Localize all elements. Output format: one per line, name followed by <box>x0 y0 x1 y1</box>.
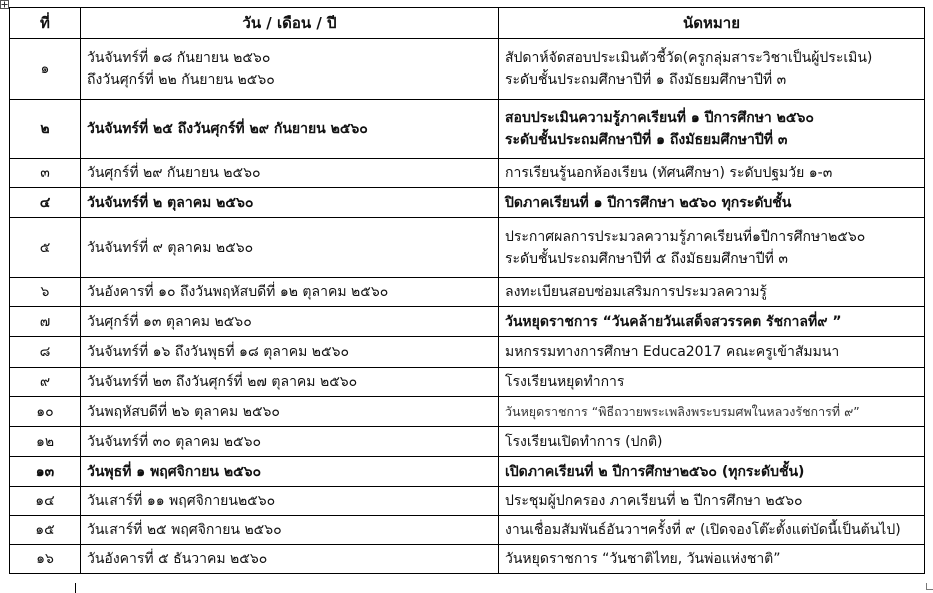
date-line: วันศุกร์ที่ ๑๓ ตุลาคม ๒๕๖๐ <box>87 313 252 330</box>
table-row <box>10 487 925 516</box>
row-date <box>81 457 499 487</box>
row-number: ๖ <box>10 278 81 307</box>
date-line: วันจันทร์ที่ ๓๐ ตุลาคม ๒๕๖๐ <box>87 433 262 450</box>
table-row <box>10 159 925 188</box>
row-note <box>499 545 925 574</box>
row-date <box>81 159 499 188</box>
note-line: เปิดภาคเรียนที่ ๒ ปีการศึกษา๒๕๖๐ (ทุกระดับชั้น) <box>505 463 805 480</box>
date-line: วันจันทร์ที่ ๑๖ ถึงวันพุธที่ ๑๘ ตุลาคม ๒๕๖๐ <box>87 344 350 360</box>
note-line: วันหยุดราชการ “วันชาติไทย, วันพ่อแห่งชาติ” <box>505 551 781 567</box>
row-note <box>499 278 925 307</box>
row-number: ๑๐ <box>10 397 81 427</box>
table-header-row <box>10 8 925 39</box>
row-number: ๓ <box>10 159 81 188</box>
row-date <box>81 487 499 516</box>
table-row <box>10 188 925 218</box>
row-note <box>499 337 925 368</box>
row-note <box>499 427 925 457</box>
row-date <box>81 337 499 368</box>
date-line: วันพฤหัสบดีที่ ๒๖ ตุลาคม ๒๕๖๐ <box>87 403 280 420</box>
row-date <box>81 397 499 427</box>
row-number: ๔ <box>10 188 81 218</box>
date-line: วันจันทร์ที่ ๒ ตุลาคม ๒๕๖๐ <box>87 194 254 211</box>
table-row <box>10 545 925 574</box>
date-line: วันเสาร์ที่ ๒๕ พฤศจิกายน ๒๕๖๐ <box>87 522 282 538</box>
table-row <box>10 100 925 159</box>
date-line: วันศุกร์ที่ ๒๙ กันยายน ๒๕๖๐ <box>87 165 261 181</box>
row-date <box>81 307 499 337</box>
note-line: งานเชื่อมสัมพันธ์อันวาฯครั้งที่ ๙ (เปิดจองโต๊ะตั้งแต่บัดนี้เป็นต้นไป) <box>505 522 901 538</box>
date-line: วันพุธที่ ๑ พฤศจิกายน ๒๕๖๐ <box>87 463 262 480</box>
table-row <box>10 397 925 427</box>
header-date: วัน / เดือน / ปี <box>81 8 499 39</box>
row-note <box>499 218 925 278</box>
note-line: ประชุมผู้ปกครอง ภาคเรียนที่ ๒ ปีการศึกษา ๒๕๖๐ <box>505 493 803 509</box>
note-line: วันหยุดราชการ “พิธีถวายพระเพลิงพระบรมศพในหลวงรัชการที่ ๙” <box>505 403 860 419</box>
page-corner-mark <box>926 583 933 590</box>
note-line: ปิดภาคเรียนที่ ๑ ปีการศึกษา ๒๕๖๐ ทุกระดับชั้น <box>505 194 792 211</box>
row-number: ๑๕ <box>10 516 81 545</box>
row-number: ๑๔ <box>10 487 81 516</box>
table-row <box>10 457 925 487</box>
note-line: การเรียนรู้นอกห้องเรียน (ทัศนศึกษา) ระดับปฐมวัย ๑-๓ <box>505 165 833 181</box>
date-line: วันอังคารที่ ๕ ธันวาคม ๒๕๖๐ <box>87 551 268 567</box>
table-row <box>10 516 925 545</box>
text-cursor <box>75 583 76 593</box>
note-line: สัปดาห์จัดสอบประเมินตัวชี้วัด(ครูกลุ่มสาระวิชาเป็นผู้ประเมิน) <box>505 50 873 66</box>
row-note <box>499 368 925 397</box>
table-move-handle-icon[interactable] <box>0 0 9 9</box>
row-number: ๑๖ <box>10 545 81 574</box>
row-date <box>81 218 499 278</box>
table-row <box>10 39 925 100</box>
note-line: โรงเรียนเปิดทำการ (ปกติ) <box>505 433 663 450</box>
row-date <box>81 100 499 159</box>
row-date <box>81 516 499 545</box>
row-note <box>499 159 925 188</box>
note-line: สอบประเมินความรู้ภาคเรียนที่ ๑ ปีการศึกษา ๒๕๖๐ <box>505 110 814 126</box>
note-line: ประกาศผลการประมวลความรู้ภาคเรียนที่๑ปีการศึกษา๒๕๖๐ <box>505 228 866 245</box>
row-number: ๑๒ <box>10 427 81 457</box>
row-note <box>499 39 925 100</box>
row-date <box>81 368 499 397</box>
row-date <box>81 39 499 100</box>
row-number: ๑ <box>10 39 81 100</box>
date-line: ถึงวันศุกร์ที่ ๒๒ กันยายน ๒๕๖๐ <box>87 72 275 88</box>
row-note <box>499 188 925 218</box>
table-row <box>10 337 925 368</box>
note-line: ระดับชั้นประถมศึกษาปีที่ ๑ ถึงมัธยมศึกษาปีที่ ๓ <box>505 72 787 88</box>
note-line: มหกรรมทางการศึกษา Educa2017 คณะครูเข้าสัมมนา <box>505 344 840 360</box>
row-note <box>499 100 925 159</box>
row-note <box>499 487 925 516</box>
date-line: วันจันทร์ที่ ๒๓ ถึงวันศุกร์ที่ ๒๗ ตุลาคม ๒๕๖๐ <box>87 374 358 390</box>
note-line: ลงทะเบียนสอบซ่อมเสริมการประมวลความรู้ <box>505 284 767 300</box>
table-row <box>10 278 925 307</box>
row-date <box>81 188 499 218</box>
schedule-table <box>9 7 925 574</box>
row-number: ๗ <box>10 307 81 337</box>
header-note: นัดหมาย <box>499 8 925 39</box>
row-note <box>499 397 925 427</box>
row-date <box>81 278 499 307</box>
row-note <box>499 307 925 337</box>
row-number: ๘ <box>10 337 81 368</box>
row-number: ๒ <box>10 100 81 159</box>
row-number: ๙ <box>10 368 81 397</box>
table-row <box>10 427 925 457</box>
table-row <box>10 218 925 278</box>
row-number: ๑๓ <box>10 457 81 487</box>
date-line: วันเสาร์ที่ ๑๑ พฤศจิกายน๒๕๖๐ <box>87 493 276 509</box>
header-num: ที่ <box>10 8 81 39</box>
table-row <box>10 307 925 337</box>
row-number: ๕ <box>10 218 81 278</box>
note-line: โรงเรียนหยุดทำการ <box>505 374 625 390</box>
date-line: วันอังคารที่ ๑๐ ถึงวันพฤหัสบดีที่ ๑๒ ตุลาคม ๒๕๖๐ <box>87 284 389 300</box>
table-row <box>10 368 925 397</box>
date-line: วันจันทร์ที่ ๒๕ ถึงวันศุกร์ที่ ๒๙ กันยายน ๒๕๖๐ <box>87 121 368 137</box>
date-line: วันจันทร์ที่ ๑๘ กันยายน ๒๕๖๐ <box>87 50 271 66</box>
date-line: วันจันทร์ที่ ๙ ตุลาคม ๒๕๖๐ <box>87 239 254 256</box>
row-note <box>499 457 925 487</box>
row-note <box>499 516 925 545</box>
row-date <box>81 545 499 574</box>
note-line: ระดับชั้นประถมศึกษาปีที่ ๑ ถึงมัธยมศึกษาปีที่ ๓ <box>505 132 788 148</box>
note-line: วันหยุดราชการ “วันคล้ายวันเสด็จสวรรคต รัชกาลที่๙ ” <box>505 313 842 330</box>
note-line: ระดับชั้นประถมศึกษาปีที่ ๕ ถึงมัธยมศึกษาปีที่ ๓ <box>505 250 788 267</box>
row-date <box>81 427 499 457</box>
